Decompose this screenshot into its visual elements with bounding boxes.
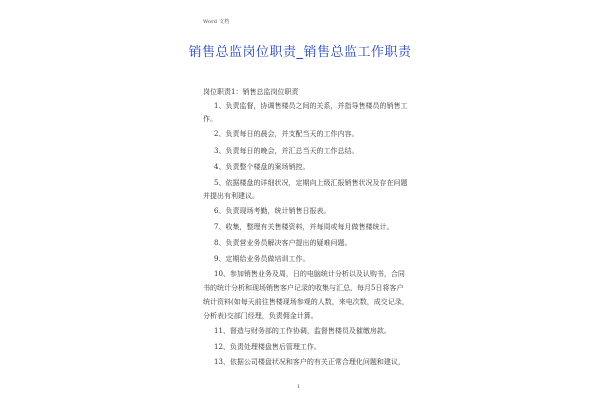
list-item: 6、负责现场考勤，统计销售日报表。 [214, 207, 331, 215]
list-item-continuation: 并提出有利建议。 [203, 192, 259, 200]
list-item: 3、负责每日的晚会，并汇总当天的工作总结。 [214, 147, 359, 155]
list-item-continuation: 作。 [203, 115, 217, 123]
list-item-continuation: 分析表)交部门经理，负责佣金计算。 [203, 312, 318, 320]
list-item-continuation: 统计资料(如每天前往售楼现场参观的人数，来电次数，成交记录， [203, 298, 409, 306]
list-item-continuation: 书的统计分析和现场销售客户记录的收集与汇总，每月5日将客户 [203, 284, 404, 292]
list-item: 4、负责整个楼盘的案场销控。 [214, 163, 310, 171]
list-item: 7、收集，整理有关售楼资料，并每周或每月做售楼统计。 [214, 223, 394, 231]
page-title: 销售总监岗位职责_销售总监工作职责 [188, 45, 412, 60]
list-item: 10、参加销售业务及周，日的电脑统计分析以及认购书，合同 [214, 270, 405, 278]
list-item: 12、负责处理楼盘售后管理工作。 [214, 343, 321, 351]
list-item: 1、负责监督，协调售楼员之间的关系，并指导售楼员的销售工 [214, 102, 408, 110]
section-intro: 岗位职责1：销售总监岗位职责 [203, 88, 299, 96]
header-label: Word 文档 [203, 19, 230, 25]
list-item: 8、负责营业务员解决客户提出的疑难问题。 [214, 239, 352, 247]
list-item: 13、依据公司楼盘状况和客户的有关正常合理化问题和建议， [214, 358, 405, 366]
list-item: 9、定期给业务员做培训工作。 [214, 255, 310, 263]
list-item: 5、依据楼盘的详细状况，定期向上级汇报销售状况及存在问题 [214, 179, 408, 187]
page-number: 1 [297, 384, 301, 390]
list-item: 11、督造与财务部的工作协调，监督售楼员及催缴房款。 [214, 327, 391, 335]
list-item: 2、负责每日的晨会，并支配当天的工作内容。 [214, 130, 359, 138]
